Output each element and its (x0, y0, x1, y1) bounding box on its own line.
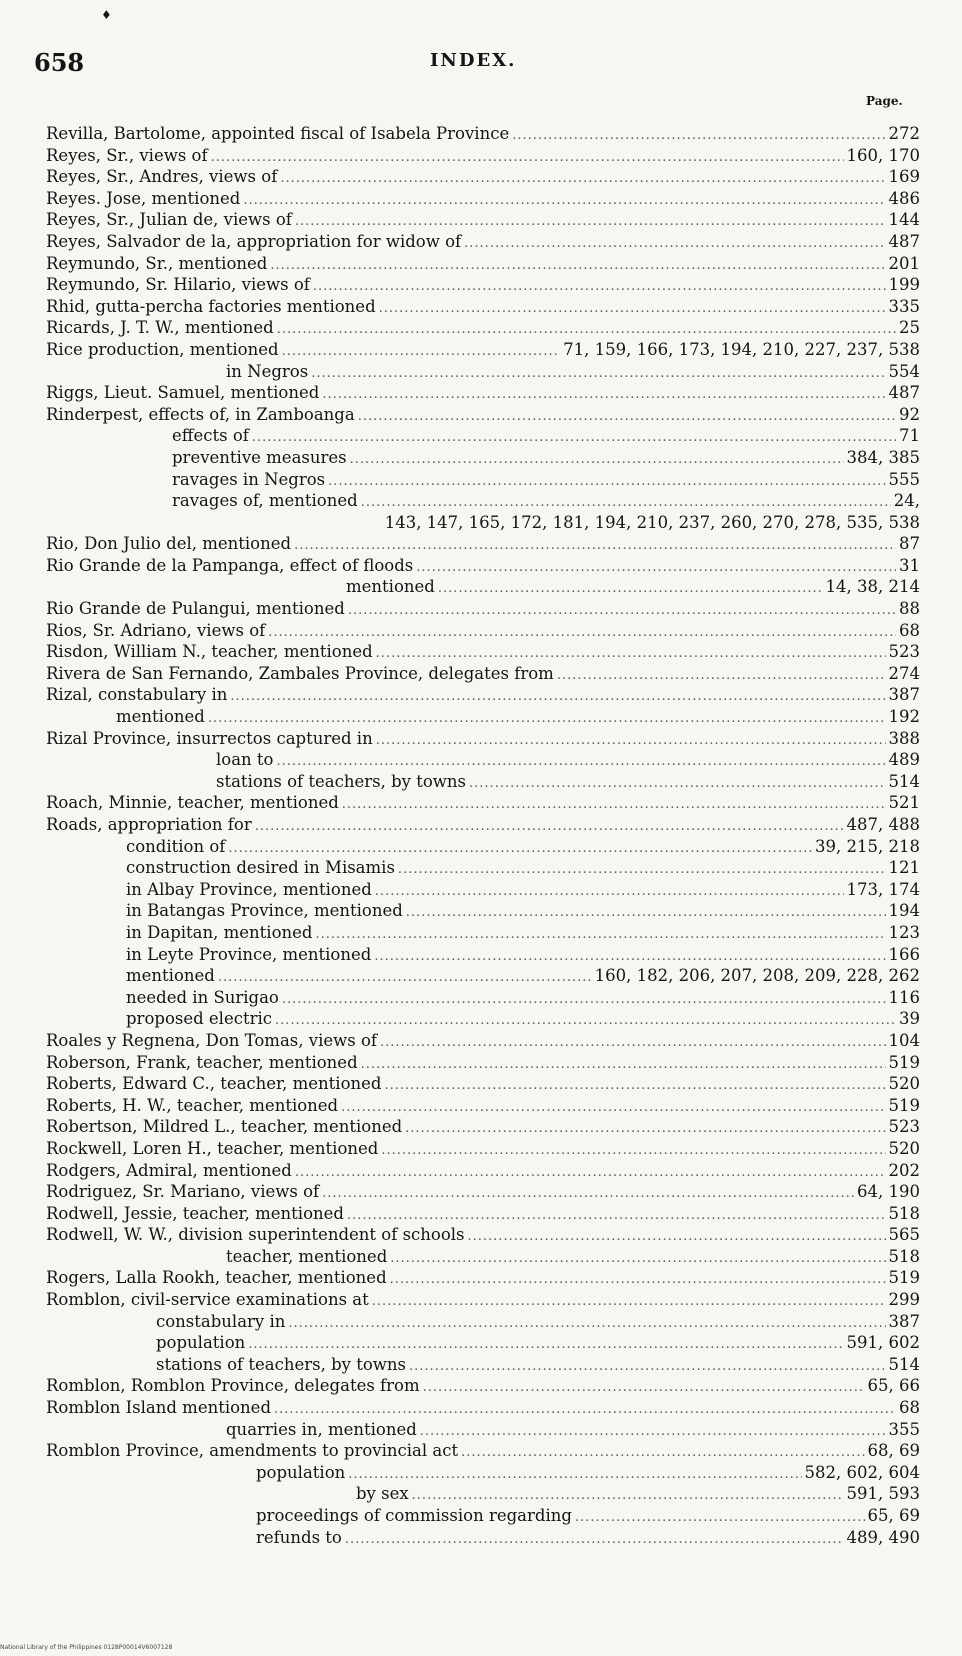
entry-pages: 335 (888, 296, 920, 316)
dot-leader (322, 384, 885, 406)
index-entry (46, 1203, 920, 1225)
index-entry (46, 1483, 920, 1505)
dot-leader (275, 1010, 896, 1032)
dot-leader (248, 1334, 843, 1356)
entry-pages: 299 (888, 1290, 920, 1310)
entry-pages: 104 (888, 1030, 920, 1050)
entry-pages: 31 (899, 555, 920, 575)
index-entry (46, 1095, 920, 1117)
index-entry (46, 253, 920, 275)
index-entry (46, 1440, 920, 1462)
index-entry (46, 879, 920, 901)
dot-leader (416, 557, 896, 579)
index-entry (46, 620, 920, 642)
index-entry (46, 836, 920, 858)
entry-pages: 71, 159, 166, 173, 194, 210, 227, 237, 538 (563, 339, 920, 359)
entry-pages: 520 (888, 1074, 920, 1094)
dot-leader (575, 1507, 865, 1529)
entry-pages: 521 (888, 793, 920, 813)
entry-pages: 64, 190 (857, 1182, 920, 1202)
entry-text: in Batangas Province, mentioned (126, 901, 403, 921)
entry-pages: 519 (888, 1268, 920, 1288)
dot-leader (277, 319, 896, 341)
dot-leader (282, 989, 886, 1011)
dot-leader (358, 406, 896, 428)
index-entry (46, 1030, 920, 1052)
entry-pages: 116 (888, 987, 920, 1007)
entry-text: mentioned (116, 707, 205, 727)
entry-text: stations of teachers, by towns (216, 771, 467, 791)
index-entry (46, 728, 920, 750)
dot-leader (230, 686, 885, 708)
entry-pages: 199 (888, 275, 920, 295)
entry-pages: 519 (888, 1095, 920, 1115)
dot-leader (208, 708, 886, 730)
dot-leader (406, 902, 886, 924)
entry-text: mentioned (346, 577, 435, 597)
entry-pages: 518 (888, 1246, 920, 1266)
entry-pages: 355 (888, 1419, 920, 1439)
entry-text: in Negros (226, 361, 309, 381)
entry-text: Reyes, Sr., Andres, views of (46, 167, 278, 187)
footer-credit: National Library of the Philippines 0128P00014V6007128 (0, 1644, 173, 1651)
entry-text: proceedings of commission regarding (256, 1506, 572, 1525)
entry-pages: 519 (888, 1052, 920, 1072)
entry-text: Rhid, gutta-percha factories mentioned (46, 296, 376, 316)
entry-pages: 518 (888, 1203, 920, 1223)
dot-leader (398, 859, 886, 881)
index-entry (46, 231, 920, 253)
index-entry (46, 123, 920, 145)
index-entry (46, 857, 920, 879)
index-entry (46, 1008, 920, 1030)
page-column-label: Page. (866, 94, 903, 108)
entry-text: preventive measures (172, 447, 347, 467)
entry-pages: 555 (888, 469, 920, 489)
index-entry (46, 922, 920, 944)
entry-pages: 554 (888, 361, 920, 381)
entry-pages: 487 (888, 383, 920, 403)
entry-pages: 387 (888, 1311, 920, 1331)
dot-leader (374, 946, 885, 968)
index-entry (46, 1419, 920, 1441)
dot-leader (464, 233, 885, 255)
entry-text: in Leyte Province, mentioned (126, 944, 372, 964)
entry-pages: 387 (888, 685, 920, 705)
dot-leader (270, 255, 885, 277)
entry-text: ravages of, mentioned (172, 491, 358, 511)
index-entry (46, 1052, 920, 1074)
index-entry (46, 1138, 920, 1160)
entry-text: Roberts, H. W., teacher, mentioned (46, 1095, 339, 1115)
index-entry (46, 749, 920, 771)
dot-leader (255, 816, 844, 838)
dot-leader (345, 1529, 844, 1551)
index-entry (46, 1224, 920, 1246)
dot-leader (218, 967, 592, 989)
dot-leader (282, 341, 561, 363)
dot-leader (461, 1442, 864, 1464)
index-entry (46, 641, 920, 663)
dot-leader (438, 578, 823, 600)
dot-leader (381, 1140, 885, 1162)
dot-leader (280, 168, 885, 190)
index-entry (46, 490, 920, 512)
entry-text: Risdon, William N., teacher, mentioned (46, 642, 373, 662)
entry-pages: 274 (888, 663, 920, 683)
index-entry (46, 1332, 920, 1354)
index-entry (46, 145, 920, 167)
entry-pages: 14, 38, 214 (825, 577, 920, 597)
entry-text: Reyes, Sr., views of (46, 145, 208, 165)
entry-pages: 489 (888, 750, 920, 770)
entry-pages: 520 (888, 1138, 920, 1158)
index-entry (46, 339, 920, 361)
entry-text: Robertson, Mildred L., teacher, mentioned (46, 1117, 403, 1137)
entry-pages: 166 (888, 944, 920, 964)
dot-leader (423, 1377, 865, 1399)
index-entry (46, 1289, 920, 1311)
entry-pages: 489, 490 (846, 1527, 920, 1547)
entry-pages: 160, 170 (846, 145, 920, 165)
index-entry (46, 1160, 920, 1182)
entry-pages: 65, 66 (867, 1376, 920, 1396)
entry-text: mentioned (126, 966, 215, 986)
index-entry (46, 1462, 920, 1484)
dot-leader (228, 838, 812, 860)
entry-text: Roberts, Edward C., teacher, mentioned (46, 1074, 382, 1094)
entry-pages: 121 (888, 858, 920, 878)
entry-pages: 173, 174 (846, 879, 920, 899)
page-number: 658 (34, 48, 85, 77)
index-entry (46, 792, 920, 814)
index-entry (46, 469, 920, 491)
dot-leader (361, 492, 891, 514)
entry-pages: 591, 602 (846, 1333, 920, 1353)
index-entry (46, 209, 920, 231)
entry-pages: 514 (888, 1354, 920, 1374)
dot-leader (409, 1356, 885, 1378)
dot-leader (468, 1226, 886, 1248)
entry-text: Rio Grande de Pulangui, mentioned (46, 599, 345, 619)
dot-leader (372, 1291, 886, 1313)
index-entry (46, 1181, 920, 1203)
index-entry (46, 296, 920, 318)
dot-leader (512, 125, 885, 147)
index-entry (46, 576, 920, 598)
entry-text: Reyes, Salvador de la, appropriation for widow of (46, 231, 462, 251)
dot-leader (376, 643, 886, 665)
index-entry (46, 1527, 920, 1549)
entry-text: Roberson, Frank, teacher, mentioned (46, 1052, 358, 1072)
entry-text: Rodriguez, Sr. Mariano, views of (46, 1182, 320, 1202)
entry-text: Rockwell, Loren H., teacher, mentioned (46, 1138, 379, 1158)
dot-leader (313, 276, 886, 298)
entry-text: proposed electric (126, 1009, 273, 1029)
entry-pages: 192 (888, 707, 920, 727)
entry-text: constabulary in (156, 1311, 286, 1331)
entry-pages: 591, 593 (846, 1484, 920, 1504)
entry-text: needed in Surigao (126, 987, 279, 1007)
entry-pages: 24, (893, 491, 920, 511)
entry-text: Reymundo, Sr. Hilario, views of (46, 275, 310, 295)
entry-text: Reymundo, Sr., mentioned (46, 253, 268, 273)
index-entry (46, 965, 920, 987)
entry-pages: 123 (888, 922, 920, 942)
entry-text: Rodgers, Admiral, mentioned (46, 1160, 292, 1180)
entry-text: teacher, mentioned (226, 1246, 388, 1266)
entry-pages: 39 (899, 1009, 920, 1029)
entry-text: in Albay Province, mentioned (126, 879, 372, 899)
entry-pages: 144 (888, 210, 920, 230)
entry-pages: 169 (888, 167, 920, 187)
entry-text: stations of teachers, by towns (156, 1354, 407, 1374)
entry-text: 143, 147, 165, 172, 181, 194, 210, 237, 260, 270, 278, 535, 538 (384, 512, 920, 532)
dot-leader (322, 1183, 854, 1205)
entry-text: Rogers, Lalla Rookh, teacher, mentioned (46, 1268, 387, 1288)
entry-text: in Dapitan, mentioned (126, 922, 313, 942)
entry-pages: 202 (888, 1160, 920, 1180)
dot-leader (361, 1054, 886, 1076)
entry-pages: 87 (899, 534, 920, 554)
dot-leader (384, 1075, 885, 1097)
index-entry (46, 317, 920, 339)
dot-leader (557, 665, 886, 687)
entry-text: Romblon, Romblon Province, delegates from (46, 1376, 420, 1396)
index-entry (46, 987, 920, 1009)
entry-pages: 486 (888, 188, 920, 208)
entry-text: Reyes. Jose, mentioned (46, 188, 241, 208)
entry-text: Romblon, civil-service examinations at (46, 1290, 369, 1310)
dot-leader (294, 535, 896, 557)
entry-text: Rizal, constabulary in (46, 685, 228, 705)
dot-leader (350, 449, 844, 471)
entry-text: Rodwell, W. W., division superintendent of schools (46, 1225, 465, 1245)
dot-leader (420, 1421, 886, 1443)
entry-text: quarries in, mentioned (226, 1419, 417, 1439)
entry-pages: 92 (899, 404, 920, 424)
entry-pages: 194 (888, 901, 920, 921)
dot-leader (274, 1399, 896, 1421)
entry-text: Rinderpest, effects of, in Zamboanga (46, 404, 355, 424)
entry-pages: 68 (899, 1398, 920, 1418)
entry-text: Rizal Province, insurrectos captured in (46, 728, 373, 748)
dot-leader (412, 1485, 844, 1507)
index-entry (46, 814, 920, 836)
index-entry (46, 382, 920, 404)
entry-text: ravages in Negros (172, 469, 326, 489)
index-entry (46, 684, 920, 706)
entry-pages: 523 (888, 642, 920, 662)
entry-text: Romblon Province, amendments to provincial act (46, 1441, 459, 1461)
index-entry (46, 1375, 920, 1397)
entry-pages: 39, 215, 218 (815, 836, 920, 856)
entry-text: population (156, 1333, 246, 1353)
entry-pages: 25 (899, 318, 920, 338)
index-entry (46, 1505, 920, 1527)
entry-text: Revilla, Bartolome, appointed fiscal of Isabela Province (46, 124, 510, 143)
index-entry (46, 1354, 920, 1376)
entry-text: Rio Grande de la Pampanga, effect of floods (46, 555, 414, 575)
page-corner-mark: ♦ (101, 8, 112, 22)
entry-pages: 71 (899, 426, 920, 446)
dot-leader (376, 730, 886, 752)
index-entry (46, 598, 920, 620)
index-entry (46, 900, 920, 922)
dot-leader (390, 1269, 886, 1291)
dot-leader (328, 471, 885, 493)
entry-text: construction desired in Misamis (126, 858, 395, 878)
entry-pages: 68 (899, 620, 920, 640)
index-entry (46, 1311, 920, 1333)
running-title: INDEX. (430, 50, 517, 71)
entry-pages: 65, 69 (867, 1506, 920, 1525)
index-entry (46, 944, 920, 966)
entry-text: Rice production, mentioned (46, 339, 279, 359)
entry-pages: 384, 385 (846, 447, 920, 467)
dot-leader (295, 1162, 886, 1184)
dot-leader (348, 1464, 801, 1486)
dot-leader (295, 211, 886, 233)
dot-leader (243, 190, 885, 212)
entry-text: Roales y Regnena, Don Tomas, views of (46, 1030, 377, 1050)
dot-leader (315, 924, 885, 946)
entry-text: Rio, Don Julio del, mentioned (46, 534, 292, 554)
dot-leader (375, 881, 844, 903)
entry-pages: 201 (888, 253, 920, 273)
index-entry (46, 1246, 920, 1268)
entry-text: condition of (126, 836, 226, 856)
index-entry (46, 1397, 920, 1419)
dot-leader (379, 298, 886, 320)
entry-text: Riggs, Lieut. Samuel, mentioned (46, 383, 320, 403)
dot-leader (311, 363, 885, 385)
entry-pages: 514 (888, 771, 920, 791)
dot-leader (276, 751, 885, 773)
entry-text: refunds to (256, 1527, 342, 1547)
index-entry (46, 533, 920, 555)
entry-text: Roads, appropriation for (46, 815, 252, 834)
entry-pages: 565 (888, 1225, 920, 1245)
entry-pages: 68, 69 (867, 1441, 920, 1461)
index-entry (46, 425, 920, 447)
entry-text: Rodwell, Jessie, teacher, mentioned (46, 1203, 344, 1223)
dot-leader (380, 1032, 886, 1054)
entry-text: population (256, 1462, 346, 1482)
index-entry (46, 706, 920, 728)
dot-leader (348, 600, 896, 622)
dot-leader (252, 427, 896, 449)
dot-leader (288, 1313, 885, 1335)
index-entry (46, 512, 920, 534)
dot-leader (347, 1205, 886, 1227)
dot-leader (341, 1097, 885, 1119)
entry-pages: 388 (888, 728, 920, 748)
entry-text: Romblon Island mentioned (46, 1398, 272, 1418)
index-entry (46, 1267, 920, 1289)
entry-pages: 523 (888, 1117, 920, 1137)
entry-text: Roach, Minnie, teacher, mentioned (46, 793, 339, 813)
entry-text: Rivera de San Fernando, Zambales Province, delegates from (46, 663, 554, 683)
index-entry (46, 1116, 920, 1138)
entry-text: Ricards, J. T. W., mentioned (46, 318, 274, 338)
entry-pages: 582, 602, 604 (804, 1462, 920, 1482)
dot-leader (342, 794, 886, 816)
entry-text: Reyes, Sr., Julian de, views of (46, 210, 292, 230)
entry-pages: 272 (888, 124, 920, 143)
index-entry (46, 771, 920, 793)
entry-text: effects of (172, 426, 249, 446)
dot-leader (211, 147, 844, 169)
index-entry (46, 555, 920, 577)
dot-leader (390, 1248, 885, 1270)
entry-pages: 487, 488 (846, 815, 920, 834)
dot-leader (405, 1118, 885, 1140)
entry-pages: 88 (899, 599, 920, 619)
entry-pages: 160, 182, 206, 207, 208, 209, 228, 262 (594, 966, 920, 986)
index-entry (46, 1073, 920, 1095)
index-entry (46, 274, 920, 296)
index-entry (46, 361, 920, 383)
entry-text: loan to (216, 750, 274, 770)
index-entry (46, 663, 920, 685)
index-entry (46, 166, 920, 188)
dot-leader (268, 622, 896, 644)
index-entry (46, 404, 920, 426)
entry-text: by sex (356, 1484, 409, 1504)
dot-leader (469, 773, 885, 795)
entry-text: Rios, Sr. Adriano, views of (46, 620, 266, 640)
index-entry (46, 188, 920, 210)
index-entries (46, 123, 920, 1548)
entry-pages: 487 (888, 231, 920, 251)
index-entry (46, 447, 920, 469)
